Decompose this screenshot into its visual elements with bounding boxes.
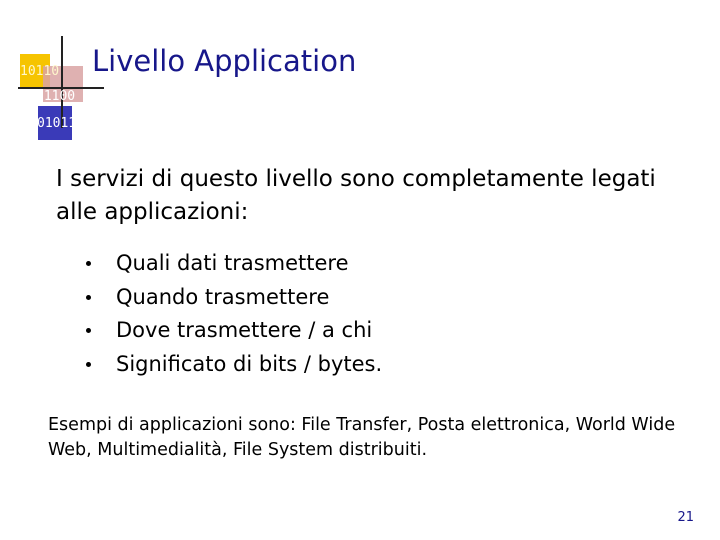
page-number: 21 [677,510,694,525]
intro-text: I servizi di questo livello sono completamente legati alle applicazioni: [56,166,656,225]
bullet-item [82,247,382,281]
logo-bits-2: 01100 [36,89,76,104]
bullet-item [82,281,382,315]
bullet-text: Dove trasmettere / a chi [116,318,373,342]
slide-title: Livello Application [92,44,357,78]
bullet-text: Significato di bits / bytes. [116,351,383,376]
bullet-dot-icon [86,295,91,300]
examples-text: Esempi di applicazioni sono: File Transfer, Posta elettronica, World Wide Web, Multimedialità, File System distribuiti. [48,415,676,460]
bullet-text: Quali dati trasmettere [116,251,349,275]
bullet-list [82,247,382,381]
bullet-dot-icon [86,362,91,367]
logo-bits-3: 01011 [37,116,77,131]
bullet-text: Quando trasmettere [116,284,330,309]
logo-vertical-line [61,36,63,128]
bullet-item [82,314,382,348]
bullet-dot-icon [86,261,91,266]
logo-bits-1: 10110 [20,64,60,79]
bullet-item [82,348,382,382]
bullet-dot-icon [86,328,91,333]
